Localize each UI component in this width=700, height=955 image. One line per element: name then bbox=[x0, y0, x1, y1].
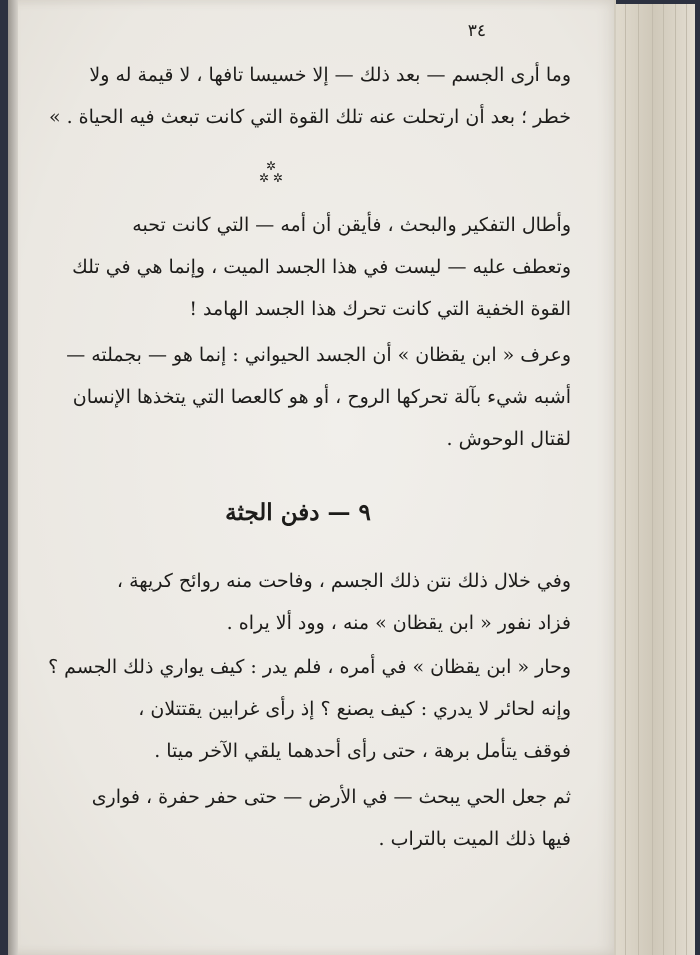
text-line: وتعطف عليه — ليست في هذا الجسد الميت ، وإنما هي في تلك bbox=[72, 256, 571, 278]
text-line: فزاد نفور « ابن يقظان » منه ، وود ألا يراه . bbox=[226, 612, 571, 634]
text-line: وإنه لحائر لا يدري : كيف يصنع ؟ إذ رأى غرابين يقتتلان ، bbox=[138, 698, 571, 720]
page-number: ٣٤ bbox=[467, 21, 486, 41]
text-line: وحار « ابن يقظان » في أمره ، فلم يدر : كيف يواري ذلك الجسم ؟ bbox=[48, 656, 571, 678]
text-line: وأطال التفكير والبحث ، فأيقن أن أمه — التي كانت تحبه bbox=[132, 214, 571, 236]
binding-shadow bbox=[8, 0, 18, 955]
text-line: القوة الخفية التي كانت تحرك هذا الجسد الهامد ! bbox=[189, 298, 571, 320]
text-line: أشبه شيء بآلة تحركها الروح ، أو هو كالعصا التي يتخذها الإنسان bbox=[72, 386, 571, 408]
book-page bbox=[8, 0, 616, 955]
text-line: وعرف « ابن يقظان » أن الجسد الحيواني : إنما هو — بجملته — bbox=[66, 344, 571, 366]
text-line: وفي خلال ذلك نتن ذلك الجسم ، وفاحت منه روائح كريهة ، bbox=[116, 570, 571, 592]
text-line: خطر ؛ بعد أن ارتحلت عنه تلك القوة التي كانت تبعث فيه الحياة . » bbox=[48, 106, 571, 128]
text-line: لقتال الوحوش . bbox=[446, 428, 571, 450]
section-heading: ٩ — دفن الجثة bbox=[225, 499, 371, 526]
text-line: فوقف يتأمل برهة ، حتى رأى أحدهما يلقي الآخر ميتا . bbox=[154, 740, 571, 762]
text-line: فيها ذلك الميت بالتراب . bbox=[378, 828, 571, 850]
section-separator-stars: ✲ ✲ ✲ bbox=[259, 159, 283, 185]
text-line: ثم جعل الحي يبحث — في الأرض — حتى حفر حفرة ، فوارى bbox=[91, 786, 571, 808]
text-line: وما أرى الجسم — بعد ذلك — إلا خسيسا تافها ، لا قيمة له ولا bbox=[89, 64, 571, 86]
